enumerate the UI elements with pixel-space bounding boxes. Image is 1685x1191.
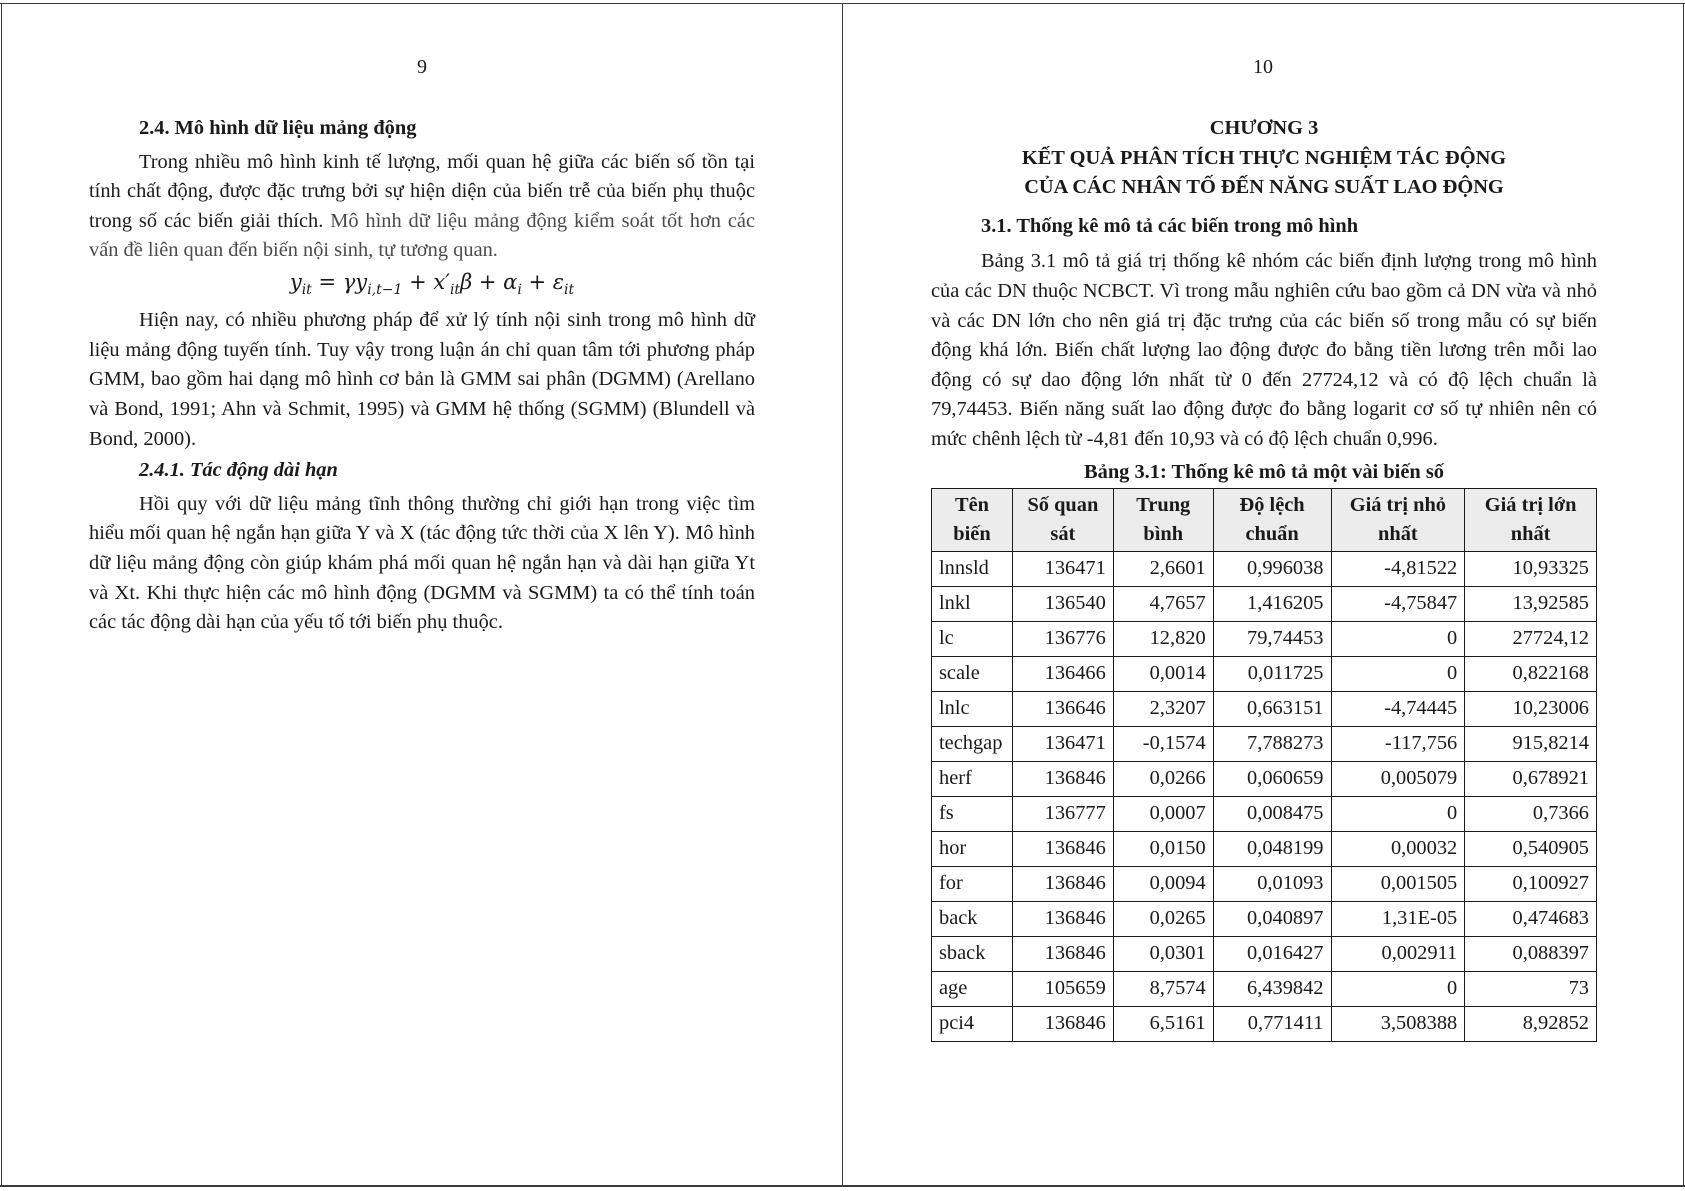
table-row (932, 1006, 1597, 1041)
column-header: Giá trị nhỏ nhất (1331, 488, 1465, 551)
table-cell: 105659 (1012, 971, 1113, 1006)
table-cell: 0 (1331, 796, 1465, 831)
variable-name-cell: for (932, 866, 1013, 901)
table-cell: 0,0094 (1113, 866, 1213, 901)
column-header: Số quan sát (1012, 488, 1113, 551)
variable-name-cell: sback (932, 936, 1013, 971)
paragraph-text: Trong nhiều mô hình kinh tế lượng, mối quan hệ giữa các biến số tồn tại tính chất động, được đặc trưng bởi sự hiện diện của biến trễ của biến phụ thuộc trong số các biến giải thích. (89, 150, 755, 232)
column-header: Giá trị lớn nhất (1465, 488, 1597, 551)
variable-name-cell: herf (932, 761, 1013, 796)
table-cell: 915,8214 (1465, 726, 1597, 761)
table-row (932, 831, 1597, 866)
chapter-title: KẾT QUẢ PHÂN TÍCH THỰC NGHIỆM TÁC ĐỘNG (1021, 146, 1507, 169)
table-cell: 136846 (1012, 831, 1113, 866)
table-row (932, 901, 1597, 936)
table-cell: 0,0301 (1113, 936, 1213, 971)
table-cell: 0,008475 (1213, 796, 1331, 831)
table-cell: 0,060659 (1213, 761, 1331, 796)
table-cell: 8,92852 (1465, 1006, 1597, 1041)
table-cell: 1,31E-05 (1331, 901, 1465, 936)
table-row (932, 936, 1597, 971)
column-header: Tên biến (932, 488, 1013, 551)
paragraph: Hồi quy với dữ liệu mảng tĩnh thông thường chỉ giới hạn trong việc tìm hiểu mối quan hệ ngắn hạn giữa Y và X (tác động tức thời của X lên Y). Mô hình dữ liệu mảng động còn giúp khám phá mối quan hệ ngắn hạn và dài hạn giữa Yt và Xt. Khi thực hiện các mô hình động (DGMM và SGMM) ta có thể tính toán các tác động dài hạn của yếu tố tới biến phụ thuộc. (89, 492, 755, 634)
table-cell: 136466 (1012, 656, 1113, 691)
table-cell: 136540 (1012, 586, 1113, 621)
table-row (932, 796, 1597, 831)
variable-name-cell: lnnsld (932, 551, 1013, 586)
table-cell: -4,75847 (1331, 586, 1465, 621)
table-cell: 27724,12 (1465, 621, 1597, 656)
paragraph: Bảng 3.1 mô tả giá trị thống kê nhóm các biến định lượng trong mô hình của các DN thuộc NCBCT. Vì trong mẫu nghiên cứu bao gồm cả DN vừa và nhỏ và các DN lớn cho nên giá trị đặc trưng của các biến số trong mẫu có sự biến động khá lớn. Biến chất lượng lao động được đo bằng tiền lương trên mỗi lao động có sự dao động lớn nhất từ 0 đến 27724,12 và có độ lệch chuẩn là 79,74453. Biến năng suất lao động được đo bằng logarit cơ số tự nhiên nên có mức chênh lệch từ -4,81 đến 10,93 và có độ lệch chuẩn 0,996. (931, 250, 1597, 450)
header-row (932, 488, 1597, 551)
eq-beta-alpha: β + α (460, 269, 518, 294)
table-cell: 0,0150 (1113, 831, 1213, 866)
variable-name-cell: scale (932, 656, 1013, 691)
eq-gamma: = γy (311, 269, 368, 294)
table-cell: 2,6601 (1113, 551, 1213, 586)
table-cell: 0,663151 (1213, 691, 1331, 726)
table-cell: 0 (1331, 656, 1465, 691)
table-cell: 3,508388 (1331, 1006, 1465, 1041)
table-caption: Bảng 3.1: Thống kê mô tả một vài biến số (1084, 460, 1444, 483)
table-header (932, 488, 1597, 551)
table-cell: 0,474683 (1465, 901, 1597, 936)
table-cell: 0,01093 (1213, 866, 1331, 901)
section-heading: 2.4. Mô hình dữ liệu mảng động (139, 117, 417, 139)
eq-sub: i,t−1 (367, 282, 403, 299)
table-cell: 0,0265 (1113, 901, 1213, 936)
table-cell: 0,016427 (1213, 936, 1331, 971)
left-page (2, 4, 842, 1187)
table-cell: -0,1574 (1113, 726, 1213, 761)
stats-table (931, 488, 1597, 1042)
table-cell: 0,0266 (1113, 761, 1213, 796)
table-cell: 0,0014 (1113, 656, 1213, 691)
chapter-label: CHƯƠNG 3 (1209, 117, 1319, 139)
table-cell: 0,996038 (1213, 551, 1331, 586)
paragraph: Hiện nay, có nhiều phương pháp để xử lý tính nội sinh trong mô hình dữ liệu mảng động tuyến tính. Tuy vậy trong luận án chỉ quan tâm tới phương pháp GMM, bao gồm hai dạng mô hình cơ bản là GMM sai phân (DGMM) (Arellano và Bond, 1991; Ahn và Schmit, 1995) và GMM hệ thống (SGMM) (Blundell và Bond, 2000). (89, 309, 755, 450)
subsection-heading: 2.4.1. Tác động dài hạn (139, 459, 338, 482)
table-row (932, 971, 1597, 1006)
variable-name-cell: lnkl (932, 586, 1013, 621)
table-cell: -117,756 (1331, 726, 1465, 761)
eq-epsilon: + ε (521, 269, 565, 294)
variable-name-cell: pci4 (932, 1006, 1013, 1041)
variable-name-cell: back (932, 901, 1013, 936)
table-cell: 10,93325 (1465, 551, 1597, 586)
table-cell: 0,7366 (1465, 796, 1597, 831)
table-cell: 136777 (1012, 796, 1113, 831)
table-cell: 7,788273 (1213, 726, 1331, 761)
table-cell: 10,23006 (1465, 691, 1597, 726)
table-cell: 136846 (1012, 1006, 1113, 1041)
table-cell: 0,088397 (1465, 936, 1597, 971)
table-cell: 8,7574 (1113, 971, 1213, 1006)
table-row (932, 691, 1597, 726)
section-heading: 3.1. Thống kê mô tả các biến trong mô hình (981, 214, 1359, 237)
chapter-title: CỦA CÁC NHÂN TỐ ĐẾN NĂNG SUẤT LAO ĐỘNG (1024, 176, 1504, 199)
table-cell: 136646 (1012, 691, 1113, 726)
right-page-content (931, 114, 1597, 1042)
table-cell: -4,81522 (1331, 551, 1465, 586)
table-cell: 0 (1331, 621, 1465, 656)
table-row (932, 726, 1597, 761)
left-page-content (89, 114, 755, 638)
variable-name-cell: age (932, 971, 1013, 1006)
table-row (932, 551, 1597, 586)
eq-sub: it (564, 282, 575, 299)
table-row (932, 586, 1597, 621)
table-cell: 0,0007 (1113, 796, 1213, 831)
table-cell: 73 (1465, 971, 1597, 1006)
table-cell: 0,771411 (1213, 1006, 1331, 1041)
eq-sub: it (449, 282, 461, 299)
column-header: Trung bình (1113, 488, 1213, 551)
variable-name-cell: techgap (932, 726, 1013, 761)
eq-y: y (289, 269, 302, 294)
table-cell: 136471 (1012, 551, 1113, 586)
table-cell: 0 (1331, 971, 1465, 1006)
table-cell: 0,002911 (1331, 936, 1465, 971)
page-number: 9 (417, 56, 427, 78)
table-row (932, 656, 1597, 691)
eq-sub: i (517, 282, 522, 299)
table-cell: 0,100927 (1465, 866, 1597, 901)
table-cell: 6,5161 (1113, 1006, 1213, 1041)
table-cell: 136776 (1012, 621, 1113, 656)
right-border (1683, 3, 1684, 1186)
eq-sub: it (301, 282, 312, 299)
variable-name-cell: lc (932, 621, 1013, 656)
table-cell: 79,74453 (1213, 621, 1331, 656)
table-cell: 0,822168 (1465, 656, 1597, 691)
equation (109, 267, 755, 305)
page-number: 10 (1253, 56, 1273, 78)
table-cell: 0,005079 (1331, 761, 1465, 796)
table-cell: 136846 (1012, 901, 1113, 936)
table-row (932, 761, 1597, 796)
table-cell: 0,001505 (1331, 866, 1465, 901)
table-cell: 13,92585 (1465, 586, 1597, 621)
table-cell: 12,820 (1113, 621, 1213, 656)
variable-name-cell: lnlc (932, 691, 1013, 726)
table-row (932, 621, 1597, 656)
paragraph (89, 148, 755, 266)
table-cell: 0,00032 (1331, 831, 1465, 866)
eq-x: + x′ (402, 269, 450, 294)
table-cell: 136846 (1012, 761, 1113, 796)
table-cell: 0,011725 (1213, 656, 1331, 691)
table-cell: 136846 (1012, 866, 1113, 901)
variable-name-cell: fs (932, 796, 1013, 831)
table-cell: 0,540905 (1465, 831, 1597, 866)
column-header: Độ lệch chuẩn (1213, 488, 1331, 551)
table-row (932, 866, 1597, 901)
table-cell: 0,678921 (1465, 761, 1597, 796)
table-body (932, 551, 1597, 1041)
table-cell: 6,439842 (1213, 971, 1331, 1006)
table-cell: 0,048199 (1213, 831, 1331, 866)
table-cell: 2,3207 (1113, 691, 1213, 726)
table-cell: 136471 (1012, 726, 1113, 761)
table-cell: 4,7657 (1113, 586, 1213, 621)
table-cell: -4,74445 (1331, 691, 1465, 726)
table-cell: 1,416205 (1213, 586, 1331, 621)
right-page (843, 4, 1683, 1187)
variable-name-cell: hor (932, 831, 1013, 866)
table-cell: 0,040897 (1213, 901, 1331, 936)
paragraph-text-faded: Mô hình dữ liệu mảng động kiểm soát tốt hơn các vấn đề liên quan đến biến nội sinh, tự tương quan. (89, 209, 755, 262)
table-cell: 136846 (1012, 936, 1113, 971)
